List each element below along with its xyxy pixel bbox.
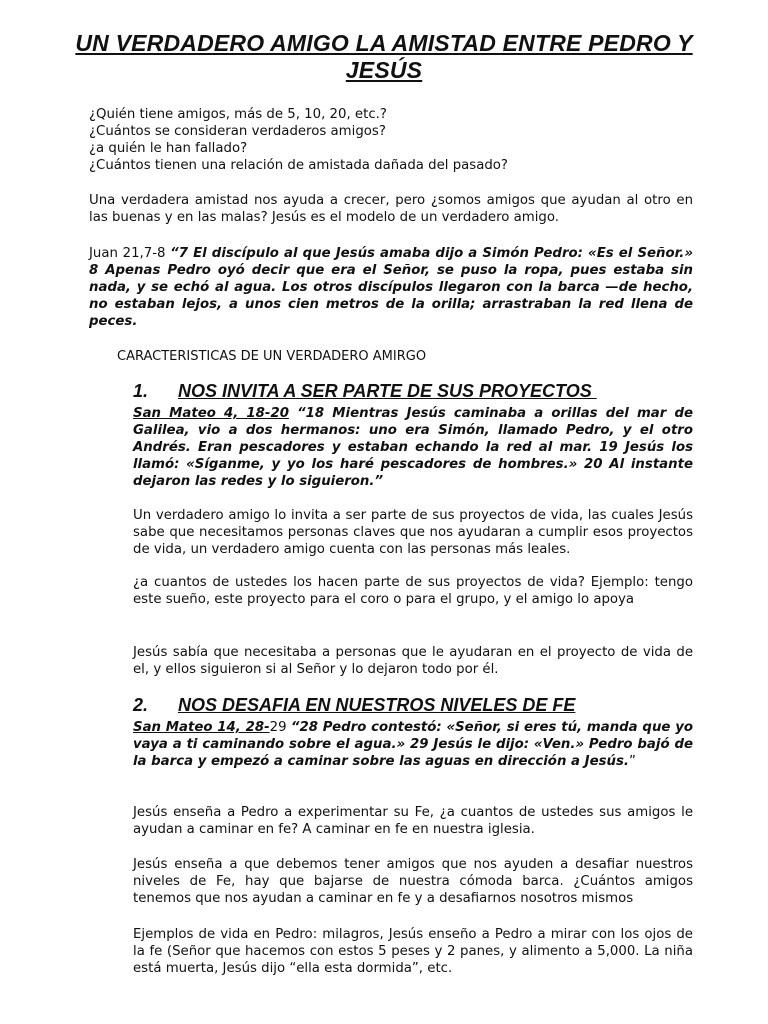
- section-1-paragraph-2: ¿a cuantos de ustedes los hacen parte de sus proyectos de vida? Ejemplo: tengo este sueño, este proyecto para el coro o para el grupo, y el amigo lo apoya: [133, 575, 693, 607]
- section-2-passage: [133, 719, 693, 770]
- section-2-paragraph-1: Jesús enseña a Pedro a experimentar su Fe, ¿a cuantos de ustedes sus amigos le ayudan a caminar en fe? A caminar en fe en nuestra iglesia.: [133, 805, 693, 837]
- section-2-quote-end: ”: [628, 754, 636, 769]
- section-1-passage: [133, 405, 693, 490]
- section-1-paragraph-1: Un verdadero amigo lo invita a ser parte de sus proyectos de vida, las cuales Jesús sabe que necesitamos personas claves que nos ayudaran a cumplir esos proyectos de vida, un verdadero amigo cuenta con las personas más leales.: [133, 508, 693, 557]
- juan-quote: “7 El discípulo al que Jesús amaba dijo a Simón Pedro: «Es el Señor.» 8 Apenas Pedro oyó decir que era el Señor, se puso la ropa, pues estaba sin nada, y se echó al agua. Los otros discípulos llegaron con la barca —de hecho, no estaban lejos, a unos cien metros de la orilla; arrastraban la red llena de peces.: [89, 246, 693, 329]
- questions-list: [89, 106, 693, 174]
- section-2-reference: San Mateo 14, 28-: [133, 720, 270, 735]
- section-2-reference-tail: 29: [269, 720, 291, 735]
- section-1-number: 1.: [133, 381, 149, 401]
- juan-passage: [89, 245, 693, 330]
- section-2-heading: [133, 694, 575, 716]
- section-2-heading-text: NOS DESAFIA EN NUESTROS NIVELES DE FE: [178, 695, 576, 715]
- section-1-reference: San Mateo 4, 18-20: [133, 406, 289, 421]
- section-1-heading-text: NOS INVITA A SER PARTE DE SUS PROYECTOS: [178, 381, 597, 401]
- question-4: ¿Cuántos tienen una relación de amistada dañada del pasado?: [89, 158, 508, 173]
- document-title: UN VERDADERO AMIGO LA AMISTAD ENTRE PEDRO Y JESÚS: [75, 30, 693, 83]
- section-1-heading: [133, 380, 597, 402]
- section-2-paragraph-3: Ejemplos de vida en Pedro: milagros, Jesús enseño a Pedro a mirar con los ojos de la fe (Señor que hacemos con estos 5 peses y 2 panes, y alimento a 5,000. La niña está muerta, Jesús dijo “ella esta dormida”, etc.: [133, 927, 693, 976]
- section-1-paragraph-3: Jesús sabía que necesitaba a personas que le ayudaran en el proyecto de vida de el, y ellos siguieron si al Señor y lo dejaron todo por él.: [133, 645, 693, 677]
- section-1-quote: “18 Mientras Jesús caminaba a orillas del mar de Galilea, vio a dos hermanos: uno era Simón, llamado Pedro, y el otro Andrés. Eran pescadores y estaban echando la red al mar. 19 Jesús los llamó: «Síganme, y yo los haré pescadores de hombres.» 20 Al instante dejaron las redes y lo siguieron.”: [133, 406, 693, 489]
- question-3: ¿a quién le han fallado?: [89, 141, 248, 156]
- section-2-quote: “28 Pedro contestó: «Señor, si eres tú, manda que yo vaya a ti caminando sobre el agua.» 29 Jesús le dijo: «Ven.» Pedro bajó de la barca y empezó a caminar sobre las aguas en dirección a Jesús.: [133, 720, 693, 769]
- question-1: ¿Quién tiene amigos, más de 5, 10, 20, etc.?: [89, 107, 387, 122]
- section-2-paragraph-2: Jesús enseña a que debemos tener amigos que nos ayuden a desafiar nuestros niveles de Fe, hay que bajarse de nuestra cómoda barca. ¿Cuántos amigos tenemos que nos ayudan a caminar en fe y a desafiarnos nosotros mismos: [133, 857, 693, 906]
- characteristics-subtitle: CARACTERISTICAS DE UN VERDADERO AMIRGO: [117, 349, 427, 364]
- question-2: ¿Cuántos se consideran verdaderos amigos?: [89, 124, 386, 139]
- juan-reference: Juan 21,7-8: [89, 246, 171, 261]
- section-2-number: 2.: [133, 695, 149, 715]
- intro-paragraph: Una verdadera amistad nos ayuda a crecer, pero ¿somos amigos que ayudan al otro en las buenas y en las malas? Jesús es el modelo de un verdadero amigo.: [89, 193, 693, 225]
